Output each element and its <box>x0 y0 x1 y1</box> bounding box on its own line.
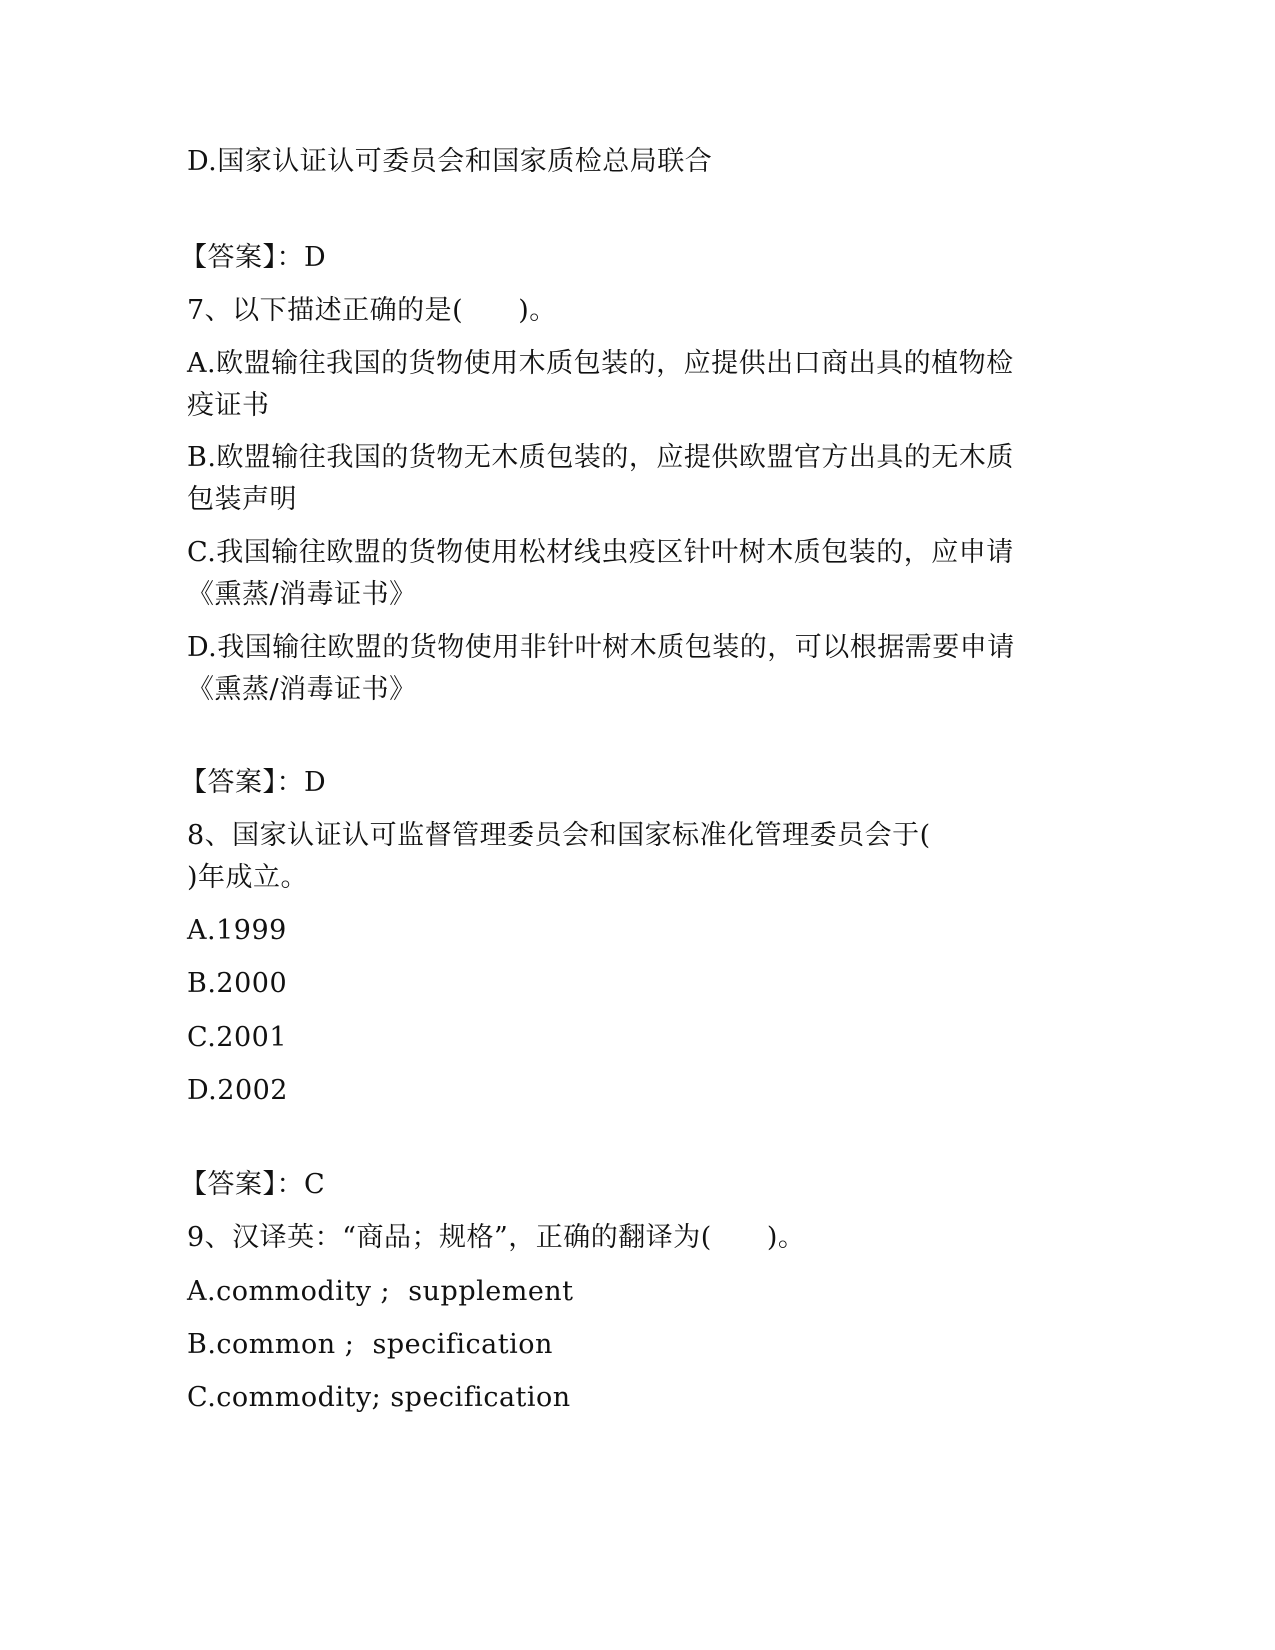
q7-option-a-line1: A.欧盟输往我国的货物使用木质包装的，应提供出口商出具的植物检 <box>187 348 1014 379</box>
q9-stem: 9、汉译英：“商品；规格”，正确的翻译为( )。 <box>187 1222 806 1253</box>
q7-stem: 7、以下描述正确的是( )。 <box>187 295 557 326</box>
q8-option-b: B.2000 <box>187 968 288 999</box>
q7-option-b-line2: 包装声明 <box>187 484 297 515</box>
q7-option-c-line2: 《熏蒸/消毒证书》 <box>187 579 417 610</box>
q7-option-a-line2: 疫证书 <box>187 390 270 421</box>
q7-answer: 【答案】：D <box>180 767 327 798</box>
q7-option-d-line1: D.我国输往欧盟的货物使用非针叶树木质包装的，可以根据需要申请 <box>187 632 1015 663</box>
q6-option-d: D.国家认证认可委员会和国家质检总局联合 <box>187 146 713 177</box>
q9-option-a: A.commodity ; supplement <box>187 1276 574 1307</box>
q8-option-c: C.2001 <box>187 1022 287 1053</box>
q7-option-b-line1: B.欧盟输往我国的货物无木质包装的，应提供欧盟官方出具的无木质 <box>187 442 1014 473</box>
q8-option-a: A.1999 <box>187 915 287 946</box>
q8-answer: 【答案】：C <box>180 1169 326 1200</box>
q8-stem-line1: 8、国家认证认可监督管理委员会和国家标准化管理委员会于( <box>187 820 931 851</box>
q9-option-b: B.common ; specification <box>187 1329 553 1360</box>
q8-option-d: D.2002 <box>187 1075 288 1106</box>
q6-answer: 【答案】：D <box>180 242 327 273</box>
q9-option-c: C.commodity; specification <box>187 1382 571 1413</box>
q7-option-c-line1: C.我国输往欧盟的货物使用松材线虫疫区针叶树木质包装的，应申请 <box>187 537 1014 568</box>
q8-stem-line2: )年成立。 <box>187 862 309 893</box>
q7-option-d-line2: 《熏蒸/消毒证书》 <box>187 674 417 705</box>
